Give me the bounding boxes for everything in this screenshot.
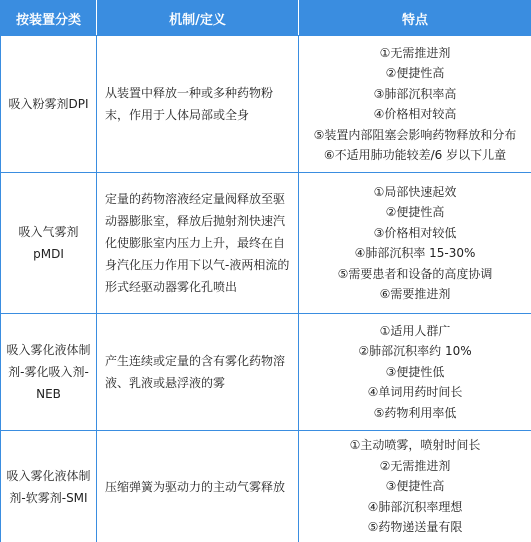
header-row	[1, 1, 531, 36]
feature-item: ②肺部沉积率约 10%	[358, 344, 472, 359]
feature-item: ①适用人群广	[379, 323, 451, 338]
header-mechanism: 机制/定义	[97, 1, 299, 36]
feature-item: ③便捷性高	[385, 479, 445, 494]
feature-item: ⑤装置内部阻塞会影响药物释放和分布	[313, 127, 517, 142]
feature-item: ②便捷性高	[385, 66, 445, 80]
table-row-neb	[1, 314, 531, 431]
features-cell	[299, 314, 531, 431]
device-type-cell: 吸入雾化液体制剂-雾化吸入剂-NEB	[1, 314, 97, 431]
features-cell	[299, 431, 531, 542]
feature-item: ③肺部沉积率高	[373, 86, 457, 101]
feature-item: ④单词用药时间长	[367, 385, 463, 400]
feature-item: ③便捷性低	[385, 364, 445, 379]
header-features: 特点	[299, 1, 531, 36]
device-type-cell: 吸入气雾剂 pMDI	[1, 173, 97, 314]
device-type-cell: 吸入粉雾剂DPI	[1, 36, 97, 173]
feature-item: ③价格相对较低	[373, 225, 457, 240]
feature-item: ②无需推进剂	[379, 458, 451, 473]
header-device-type: 按装置分类	[1, 1, 97, 36]
feature-item: ①主动喷雾，喷射时间长	[349, 438, 481, 453]
mechanism-cell: 产生连续或定量的含有雾化药物溶液、乳液或悬浮液的雾	[97, 314, 299, 431]
feature-item: ①无需推进剂	[379, 45, 451, 60]
feature-item: ④肺部沉积率理想	[367, 499, 463, 514]
feature-item: ⑤需要患者和设备的高度协调	[337, 266, 493, 281]
feature-item: ⑤药物递送量有限	[367, 520, 463, 535]
feature-item: ⑤药物利用率低	[373, 405, 457, 420]
feature-item: ①局部快速起效	[373, 184, 457, 199]
features-cell	[299, 36, 531, 173]
features-cell	[299, 173, 531, 314]
feature-item: ④价格相对较高	[373, 107, 457, 121]
feature-item: ②便捷性高	[385, 205, 445, 219]
mechanism-cell: 从装置中释放一种或多种药物粉末，作用于人体局部或全身	[97, 36, 299, 173]
mechanism-cell: 压缩弹簧为驱动力的主动气雾释放	[97, 431, 299, 542]
feature-item: ⑥需要推进剂	[379, 287, 451, 301]
device-type-cell: 吸入雾化液体制剂-软雾剂-SMI	[1, 431, 97, 542]
feature-item: ④肺部沉积率 15-30%	[354, 246, 476, 260]
feature-item: ⑥不适用肺功能较差/6 岁以下儿童	[323, 148, 507, 162]
table-row-pmdi	[1, 173, 531, 314]
table-row-smi	[1, 431, 531, 542]
table-row-dpi	[1, 36, 531, 173]
mechanism-cell: 定量的药物溶液经定量阀释放至驱动器膨胀室，释放后抛射剂快速汽化使膨胀室内压力上升，最终在自身汽化压力作用下以气-液两相流的形式经驱动器雾化孔喷出	[97, 173, 299, 314]
